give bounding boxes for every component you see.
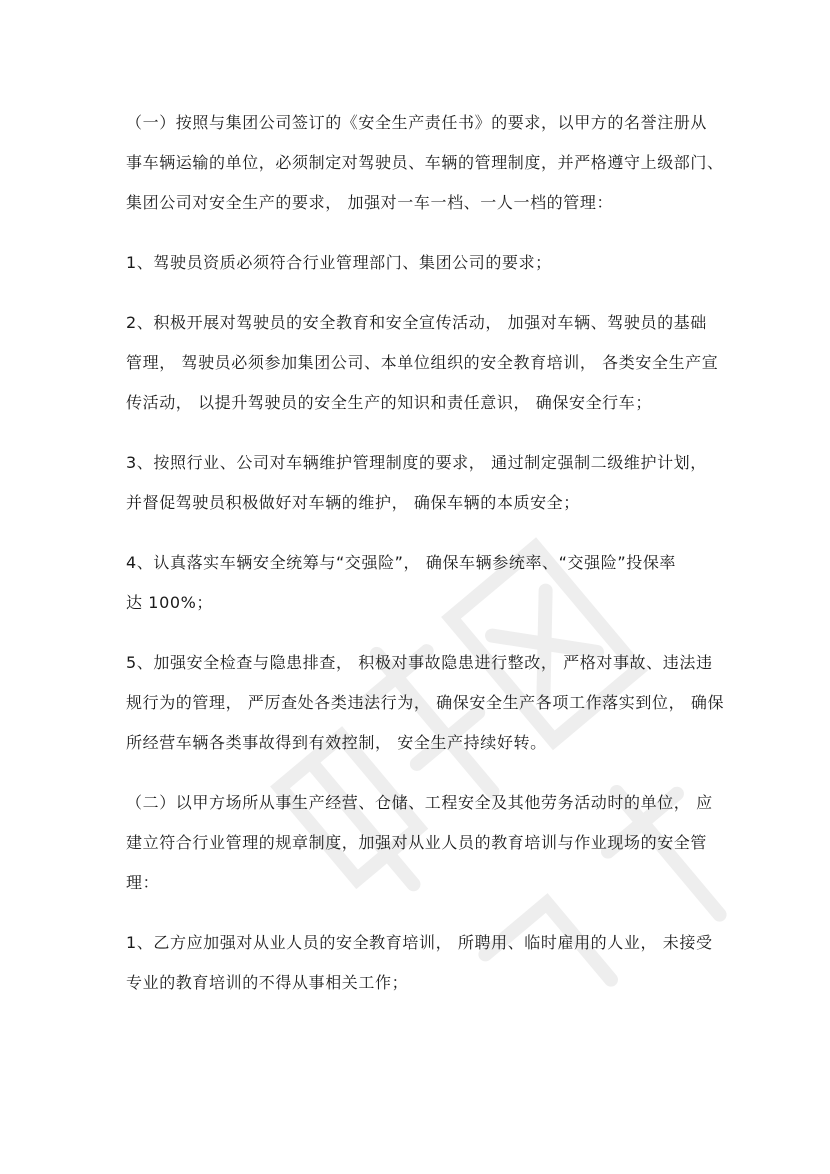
paragraph-item-5 [126, 643, 725, 763]
text-line: 1、驾驶员资质必须符合行业管理部门、集团公司的要求； [126, 253, 552, 272]
text-line: 5、加强安全检查与隐患排查， 积极对事故隐患进行整改， 严格对事故、违法违 [126, 653, 713, 672]
paragraph-section-2-intro [126, 783, 714, 903]
text-line: 达 100%； [126, 593, 214, 612]
text-line: 专业的教育培训的不得从事相关工作； [126, 973, 409, 992]
text-line: 建立符合行业管理的规章制度，加强对从业人员的教育培训与作业现场的安全管 [126, 833, 708, 852]
text-line: 管理， 驾驶员必须参加集团公司、本单位组织的安全教育培训， 各类安全生产宣 [126, 353, 719, 372]
paragraph-item-3 [126, 443, 714, 523]
text-line: 并督促驾驶员积极做好对车辆的维护， 确保车辆的本质安全； [126, 493, 580, 512]
paragraph-item-2 [126, 303, 719, 423]
text-line: 3、按照行业、公司对车辆维护管理制度的要求， 通过制定强制二级维护计划， [126, 453, 707, 472]
text-line: 规行为的管理， 严厉查处各类违法行为， 确保安全生产各项工作落实到位， 确保 [126, 693, 725, 712]
text-line: （二）以甲方场所从事生产经营、仓储、工程安全及其他劳务活动时的单位， 应 [126, 793, 713, 812]
text-line: 4、认真落实车辆安全统筹与“交强险”， 确保车辆参统率、“交强险”投保率 [126, 553, 677, 572]
paragraph-section-1-intro [126, 103, 724, 223]
text-line: 1、乙方应加强对从业人员的安全教育培训， 所聘用、临时雇用的人业， 未接受 [126, 933, 713, 952]
text-line: 2、积极开展对驾驶员的安全教育和安全宣传活动， 加强对车辆、驾驶员的基础 [126, 313, 707, 332]
text-line: （一）按照与集团公司签订的《安全生产责任书》的要求，以甲方的名誉注册从 [126, 113, 708, 132]
text-line: 传活动， 以提升驾驶员的安全生产的知识和责任意识， 确保安全行车； [126, 393, 652, 412]
paragraph-item-1 [126, 243, 714, 283]
text-line: 事车辆运输的单位，必须制定对驾驶员、车辆的管理制度，并严格遵守上级部门、 [126, 153, 724, 172]
paragraph-section-2-item-1 [126, 923, 714, 1003]
text-line: 所经营车辆各类事故得到有效控制， 安全生产持续好转。 [126, 733, 547, 752]
paragraph-item-4 [126, 543, 714, 623]
text-line: 理： [126, 873, 160, 892]
text-line: 集团公司对安全生产的要求， 加强对一车一档、一人一档的管理： [126, 193, 614, 212]
document-body [126, 103, 725, 1023]
